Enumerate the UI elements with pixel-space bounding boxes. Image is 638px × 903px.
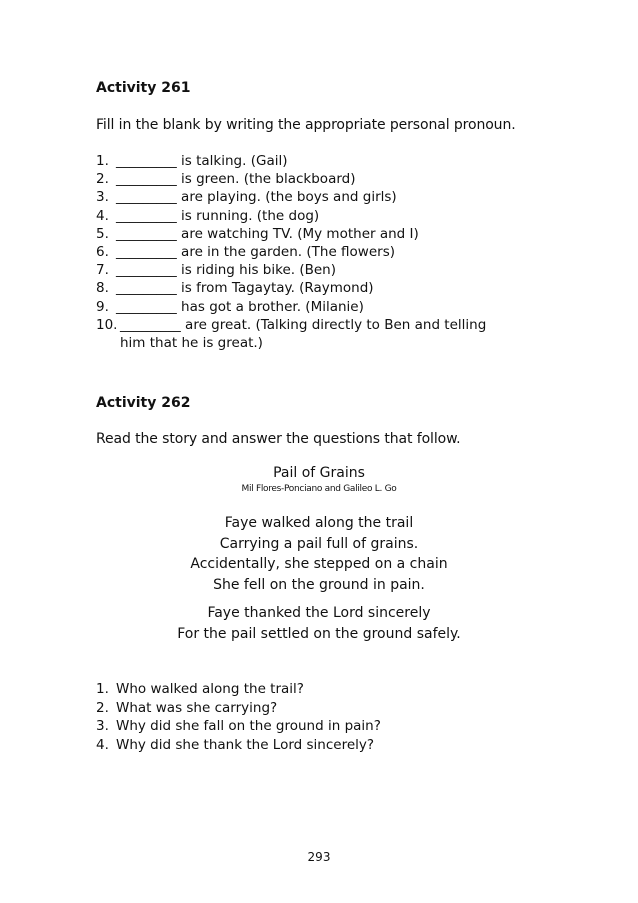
poem-title: Pail of Grains [273,465,365,481]
question-item: 2. What was she carrying? [96,699,278,716]
list-item: 7. _________ is riding his bike. (Ben) [96,262,336,279]
activity-262-instruction: Read the story and answer the questions that follow. [96,431,461,447]
question-item: 1. Who walked along the trail? [96,681,304,697]
list-item: 9. _________ has got a brother. (Milanie) [96,298,364,315]
activity-262-heading: Activity 262 [96,395,191,411]
activity-261-items [96,152,486,352]
poem-line: She fell on the ground in pain. [213,576,425,593]
poem-stanza-1 [0,513,638,595]
list-item: 6. _________ are in the garden. (The flowers) [96,243,396,260]
activity-262-questions [96,680,381,754]
poem-line: Faye walked along the trail [224,515,414,531]
poem-line: For the pail settled on the ground safely. [177,625,461,642]
activity-261-heading: Activity 261 [96,80,191,96]
poem-line: Carrying a pail full of grains. [219,535,419,552]
list-item: 8. _________ is from Tagaytay. (Raymond) [96,280,374,297]
list-item-continuation: him that he is great.) [120,334,263,351]
activity-261-instruction: Fill in the blank by writing the appropriate personal pronoun. [96,117,516,133]
page-number: 293 [307,850,331,864]
list-item: 10. _________ are great. (Talking directly to Ben and telling [96,316,487,333]
list-item: 4. _________ is running. (the dog) [96,207,320,224]
list-item: 5. _________ are watching TV. (My mother and I) [96,225,419,242]
poem-line: Accidentally, she stepped on a chain [190,556,448,572]
question-item: 3. Why did she fall on the ground in pain? [96,718,381,734]
poem-line: Faye thanked the Lord sincerely [207,605,431,621]
question-item: 4. Why did she thank the Lord sincerely? [96,736,375,753]
poem-stanza-2 [0,603,638,644]
list-item: 2. _________ is green. (the blackboard) [96,171,356,188]
list-item: 3. _________ are playing. (the boys and girls) [96,189,397,206]
list-item: 1. _________ is talking. (Gail) [96,153,288,169]
poem-author: Mil Flores-Ponciano and Galileo L. Go [241,484,397,494]
